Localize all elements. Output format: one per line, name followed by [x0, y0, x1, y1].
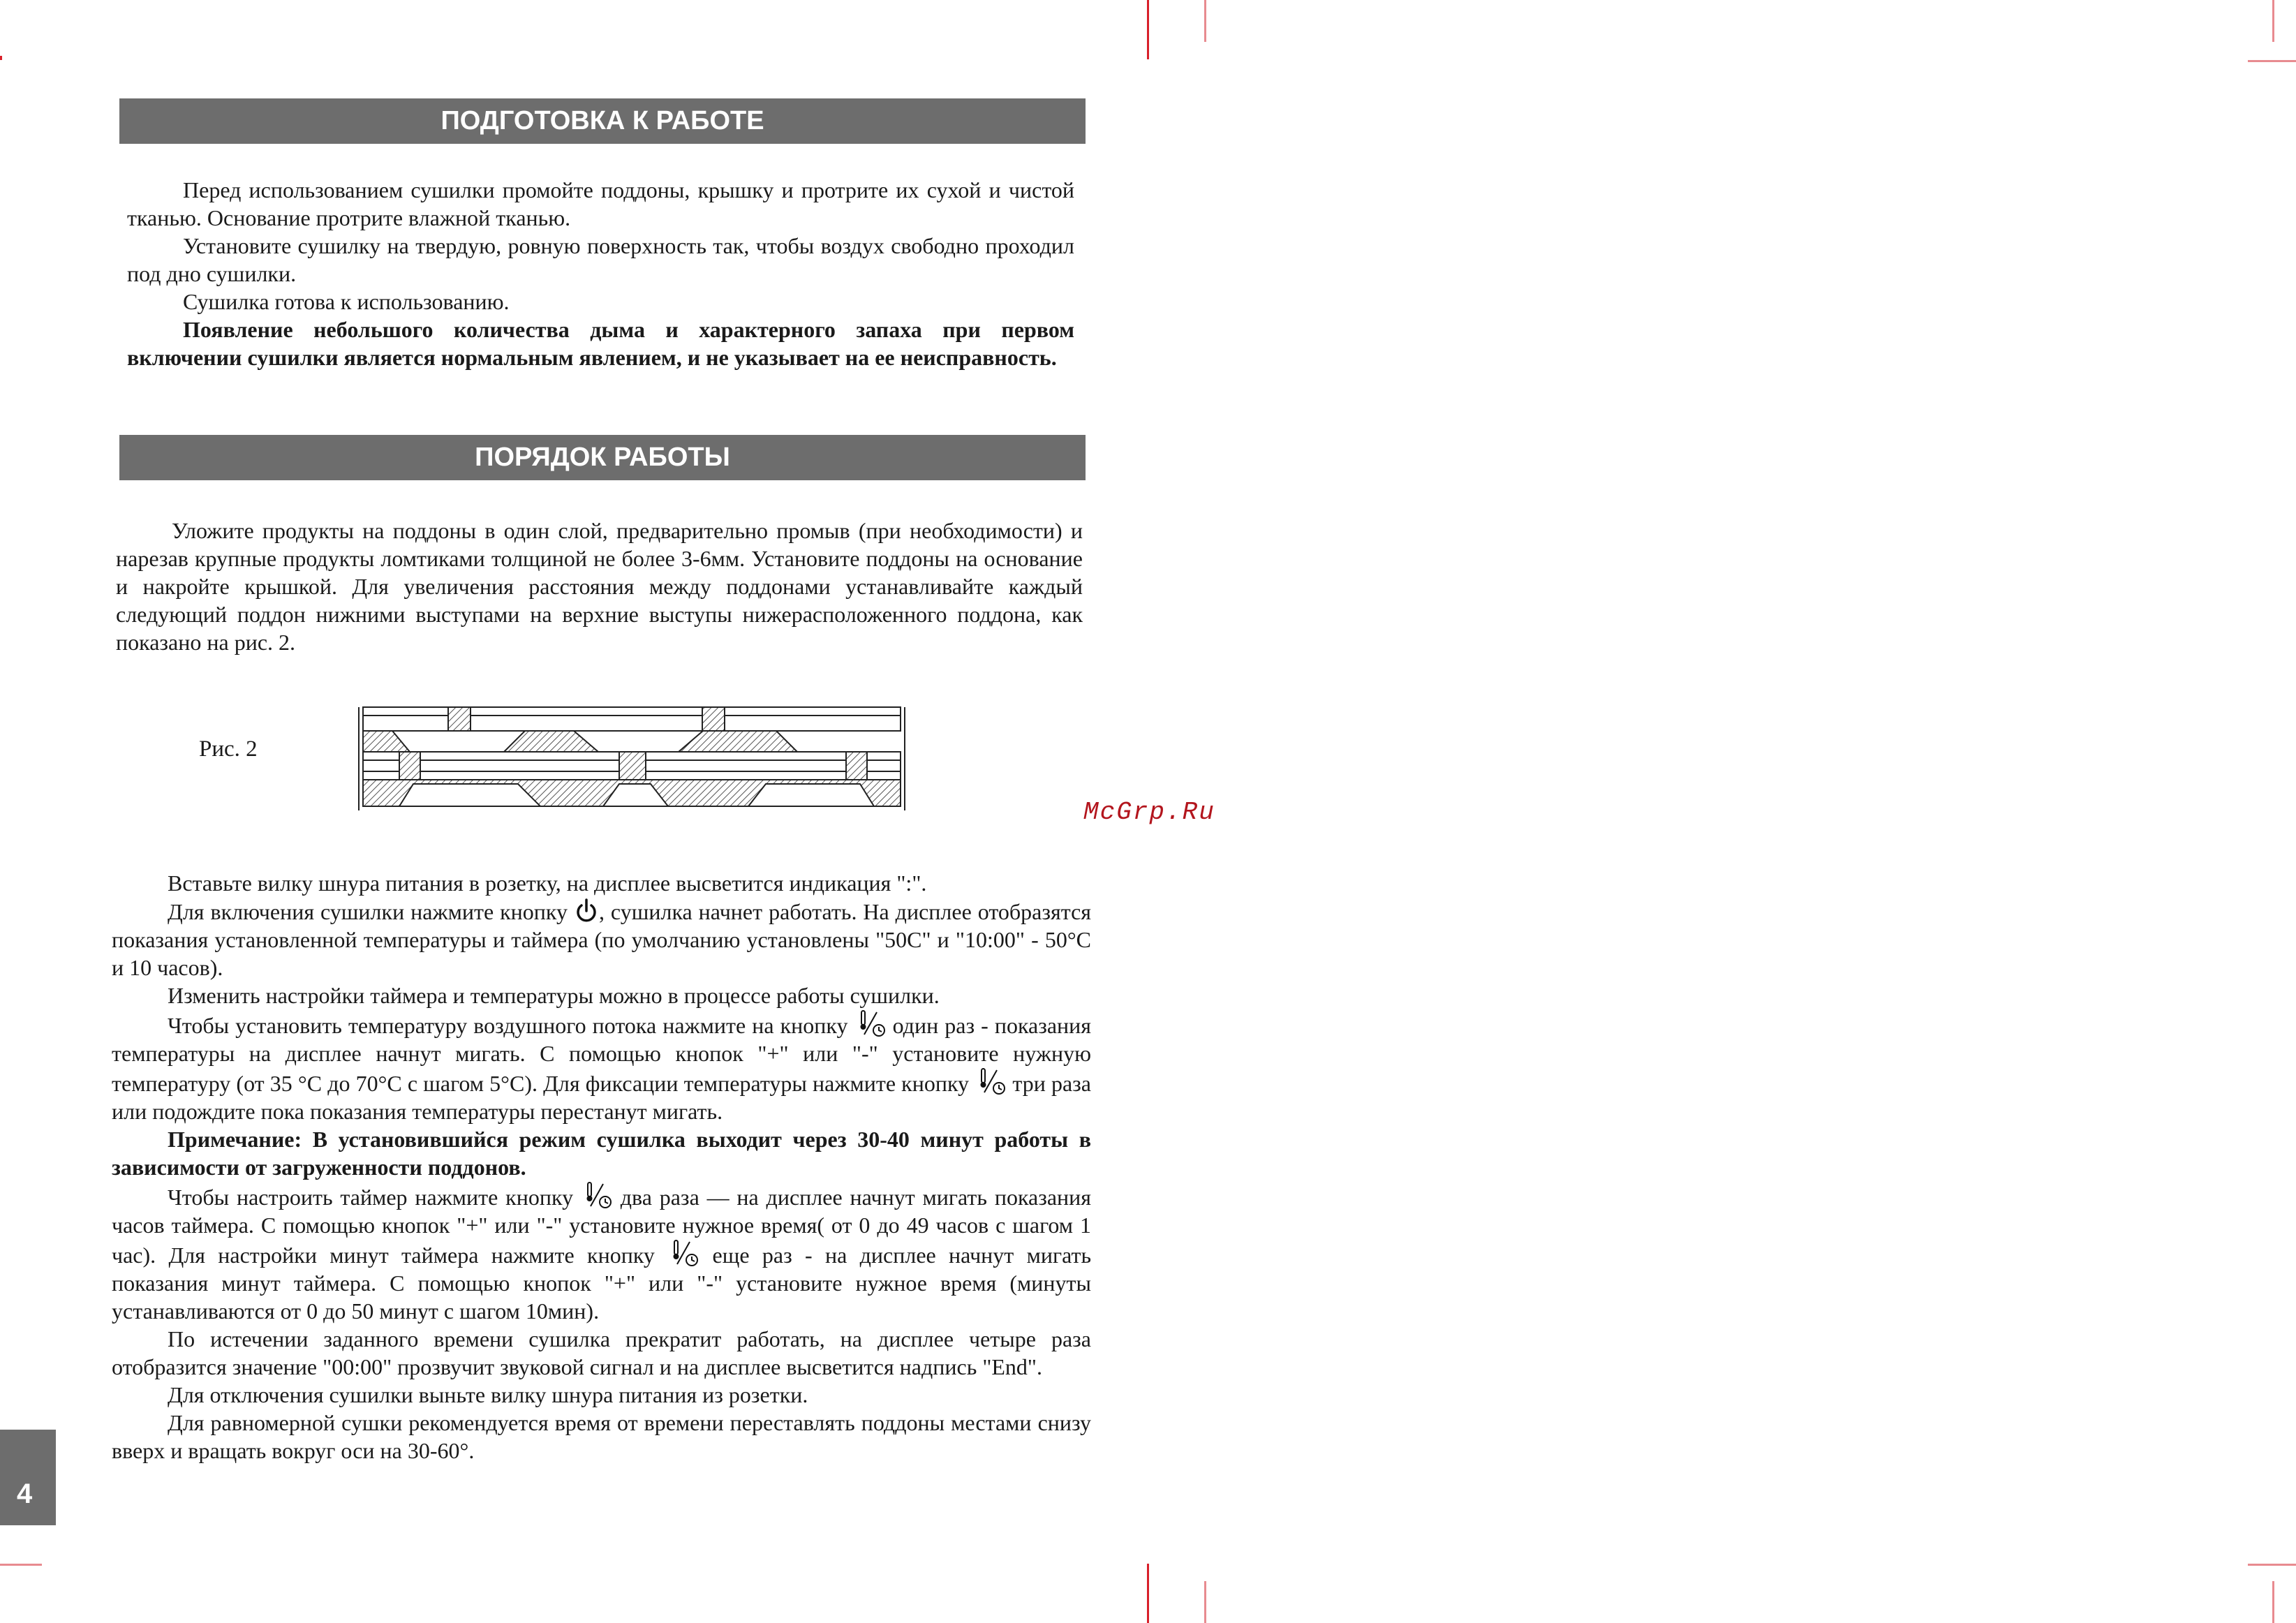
text-run: два раза — на дисплее начнут мигать показания часов таймера. С помощью кнопок "+" или "-" установите нужное время( от 0 до 49 часов с шагом 1 час). Для настройки минут таймера нажмите кнопку [112, 1185, 1092, 1268]
operating-instructions [112, 869, 1091, 1465]
tray-stack-diagram [357, 702, 909, 813]
text-run: один раз - показания температуры на дисплее начнут мигать. С помощью кнопок "+" или "-" установите нужную температуру (от 35 °С до 70°С с шагом 5°С). Для фиксации температуры нажмите кнопку [112, 1013, 1092, 1096]
text-run: Чтобы настроить таймер нажмите кнопку [168, 1185, 574, 1210]
lid-lug [702, 707, 725, 731]
paragraph: Уложите продукты на поддоны в один слой, предварительно промыв (при необходимости) и нарезав крупные продукты ломтиками толщиной не более 3-6мм. Установите поддоны на основание и накройте крышкой. Для увеличения расстояния между поддонами устанавливайте каждый следующий поддон нижними выступами на верхние выступы нижерасположенного поддона, как показано на рис. 2. [116, 518, 1083, 655]
crop-mark [2272, 1581, 2274, 1623]
page-number-tab [0, 1430, 56, 1525]
crop-mark [1147, 0, 1149, 59]
crop-mark [0, 56, 2, 60]
watermark: McGrp.Ru [1083, 798, 1215, 827]
page-number: 4 [17, 1479, 33, 1509]
crop-mark [1204, 1581, 1206, 1623]
text-run: Для включения сушилки нажмите кнопку [168, 899, 568, 924]
crop-mark [2248, 1564, 2296, 1566]
crop-mark [0, 1564, 42, 1566]
tray-lug [619, 752, 646, 780]
crop-mark [1204, 0, 1206, 42]
tray-lug [399, 752, 420, 780]
thermometer-clock-icon [667, 1239, 699, 1268]
lid-lug [448, 707, 471, 731]
thermometer-clock-icon [581, 1181, 613, 1210]
paragraph: Для отключения сушилки выньте вилку шнура питания из розетки. [168, 1382, 808, 1407]
text-run: еще раз - на дисплее начнут мигать показания минут таймера. С помощью кнопок "+" или "-" установите нужное время (минуты устанавливаются от 0 до 50 минут с шагом 10мин). [112, 1243, 1092, 1324]
paragraph [112, 1181, 1091, 1325]
section-work-intro [116, 517, 1083, 656]
warning-paragraph: Появление небольшого количества дыма и характерного запаха при первом включении сушилки является нормальным явлением, и не указывает на ее неисправность. [127, 317, 1074, 370]
paragraph [112, 1009, 1091, 1125]
thermometer-clock-icon [975, 1067, 1007, 1097]
text-run: три раза или подождите пока показания температуры перестанут мигать. [112, 1071, 1092, 1124]
lid [363, 707, 901, 731]
paragraph: Для равномерной сушки рекомендуется время от времени переставлять поддоны местами снизу вверх и вращать вокруг оси на 30-60°. [112, 1410, 1091, 1463]
figure-label: Рис. 2 [199, 736, 258, 762]
paragraph: Вставьте вилку шнура питания в розетку, на дисплее высветится индикация ":". [168, 870, 927, 896]
section-prep-title: ПОДГОТОВКА К РАБОТЕ [119, 98, 1086, 144]
crop-mark [1147, 1564, 1149, 1623]
power-icon [574, 897, 599, 925]
thermometer-clock-icon [854, 1009, 887, 1039]
text-run: Чтобы установить температуру воздушного потока нажмите на кнопку [168, 1013, 848, 1038]
lower-tray [363, 780, 901, 806]
paragraph: Изменить настройки таймера и температуры можно в процессе работы сушилки. [168, 983, 940, 1008]
paragraph: Перед использованием сушилки промойте поддоны, крышку и протрите их сухой и чистой тканью. Основание протрите влажной тканью. [127, 177, 1074, 230]
section-prep-text [127, 176, 1074, 371]
text-run: , сушилка начнет работать. На дисплее отобразятся показания установленной температуры и таймера (по умолчанию установлены "50C" и "10:00" - 50°C и 10 часов). [112, 899, 1092, 980]
paragraph: По истечении заданного времени сушилка прекратит работать, на дисплее четыре раза отобразится значение "00:00" прозвучит звуковой сигнал и на дисплее высветится надпись "End". [112, 1326, 1091, 1379]
crop-mark [2272, 0, 2274, 42]
crop-mark [2248, 60, 2296, 62]
section-work-title: ПОРЯДОК РАБОТЫ [119, 435, 1086, 480]
paragraph: Установите сушилку на твердую, ровную поверхность так, чтобы воздух свободно проходил под дно сушилки. [127, 233, 1074, 286]
tray-lug [846, 752, 867, 780]
paragraph: Сушилка готова к использованию. [183, 289, 510, 314]
note-paragraph: Примечание: В установившийся режим сушилка выходит через 30-40 минут работы в зависимости от загруженности поддонов. [112, 1127, 1091, 1180]
paragraph [112, 897, 1091, 981]
